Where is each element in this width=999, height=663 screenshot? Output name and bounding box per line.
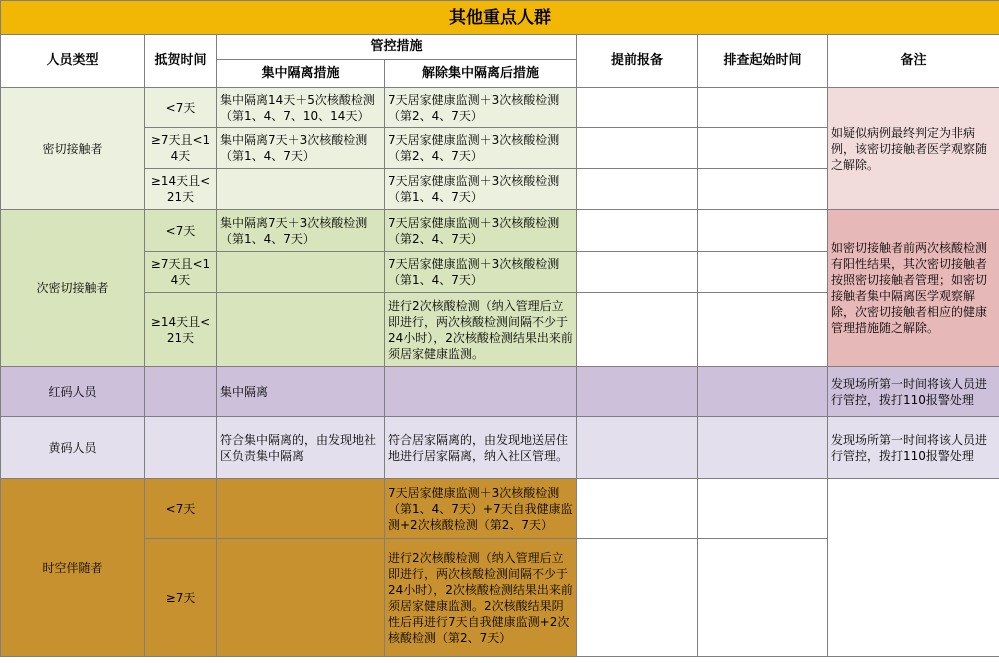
secondary-contact-central-3 xyxy=(217,293,385,367)
close-contact-check-2 xyxy=(698,128,828,169)
yellow-code-check xyxy=(698,417,828,479)
header-arrival-time: 抵贺时间 xyxy=(145,35,217,88)
secondary-contact-report-3 xyxy=(577,293,698,367)
header-after-isolation: 解除集中隔离后措施 xyxy=(385,60,577,88)
header-note: 备注 xyxy=(828,35,999,88)
spatiotemporal-note xyxy=(828,479,999,657)
yellow-code-after: 符合居家隔离的，由发现地送居住地进行居家隔离，纳入社区管理。 xyxy=(385,417,577,479)
close-contact-time-2: ≥7天且<14天 xyxy=(145,128,217,169)
close-contact-central-3 xyxy=(217,169,385,210)
spatiotemporal-central-1 xyxy=(217,479,385,539)
secondary-contact-after-3: 进行2次核酸检测（纳入管理后立即进行，两次核酸检测间隔不少于24小时），2次核酸检测结果出来前须居家健康监测。 xyxy=(385,293,577,367)
spatiotemporal-report-1 xyxy=(577,479,698,539)
close-contact-after-3: 7天居家健康监测＋3次核酸检测（第1、4、7天） xyxy=(385,169,577,210)
close-contact-report-3 xyxy=(577,169,698,210)
spatiotemporal-report-2 xyxy=(577,539,698,657)
secondary-contact-after-1: 7天居家健康监测＋3次核酸检测（第2、4、7天） xyxy=(385,210,577,252)
spatiotemporal-after-2: 进行2次核酸检测（纳入管理后立即进行，两次核酸检测间隔不少于24小时），2次核酸检测结果出来前须居家健康监测。2次核酸结果阴性后再进行7天自我健康监测+2次核酸检测（第2、7天） xyxy=(385,539,577,657)
close-contact-report-2 xyxy=(577,128,698,169)
secondary-contact-central-1: 集中隔离7天＋3次核酸检测（第1、4、7天） xyxy=(217,210,385,252)
secondary-contact-time-2: ≥7天且<14天 xyxy=(145,252,217,293)
close-contact-after-2: 7天居家健康监测＋3次核酸检测（第2、4、7天） xyxy=(385,128,577,169)
secondary-contact-check-1 xyxy=(698,210,828,252)
close-contact-report-1 xyxy=(577,88,698,128)
spatiotemporal-check-1 xyxy=(698,479,828,539)
header-check-start-time: 排查起始时间 xyxy=(698,35,828,88)
close-contact-time-3: ≥14天且<21天 xyxy=(145,169,217,210)
spatiotemporal-label: 时空伴随者 xyxy=(1,479,145,657)
header-person-type: 人员类型 xyxy=(1,35,145,88)
secondary-contact-check-3 xyxy=(698,293,828,367)
close-contact-label: 密切接触者 xyxy=(1,88,145,210)
header-advance-report: 提前报备 xyxy=(577,35,698,88)
red-code-report xyxy=(577,367,698,417)
secondary-contact-time-3: ≥14天且<21天 xyxy=(145,293,217,367)
spatiotemporal-time-1: <7天 xyxy=(145,479,217,539)
red-code-after xyxy=(385,367,577,417)
yellow-code-note: 发现场所第一时间将该人员进行管控，拨打110报警处理 xyxy=(828,417,999,479)
secondary-contact-label: 次密切接触者 xyxy=(1,210,145,367)
close-contact-note: 如疑似病例最终判定为非病例，该密切接触者医学观察随之解除。 xyxy=(828,88,999,210)
spatiotemporal-after-1: 7天居家健康监测＋3次核酸检测（第1、4、7天）+7天自我健康监测+2次核酸检测（第2、7天） xyxy=(385,479,577,539)
secondary-contact-report-2 xyxy=(577,252,698,293)
spatiotemporal-central-2 xyxy=(217,539,385,657)
secondary-contact-note: 如密切接触者前两次核酸检测有阳性结果，其次密切接触者按照密切接触者管理；如密切接触者集中隔离医学观察解除，次密切接触者相应的健康管理措施随之解除。 xyxy=(828,210,999,367)
red-code-check xyxy=(698,367,828,417)
red-code-time xyxy=(145,367,217,417)
yellow-code-label: 黄码人员 xyxy=(1,417,145,479)
header-central-isolation: 集中隔离措施 xyxy=(217,60,385,88)
red-code-label: 红码人员 xyxy=(1,367,145,417)
secondary-contact-time-1: <7天 xyxy=(145,210,217,252)
yellow-code-report xyxy=(577,417,698,479)
close-contact-central-1: 集中隔离14天＋5次核酸检测（第1、4、7、10、14天） xyxy=(217,88,385,128)
header-control-measures: 管控措施 xyxy=(217,35,577,60)
secondary-contact-report-1 xyxy=(577,210,698,252)
yellow-code-central: 符合集中隔离的，由发现地社区负责集中隔离 xyxy=(217,417,385,479)
spatiotemporal-check-2 xyxy=(698,539,828,657)
red-code-note: 发现场所第一时间将该人员进行管控，拨打110报警处理 xyxy=(828,367,999,417)
secondary-contact-central-2 xyxy=(217,252,385,293)
close-contact-after-1: 7天居家健康监测＋3次核酸检测（第2、4、7天） xyxy=(385,88,577,128)
secondary-contact-after-2: 7天居家健康监测＋3次核酸检测（第1、4、7天） xyxy=(385,252,577,293)
spatiotemporal-time-2: ≥7天 xyxy=(145,539,217,657)
yellow-code-time xyxy=(145,417,217,479)
secondary-contact-check-2 xyxy=(698,252,828,293)
close-contact-check-1 xyxy=(698,88,828,128)
red-code-central: 集中隔离 xyxy=(217,367,385,417)
close-contact-check-3 xyxy=(698,169,828,210)
close-contact-time-1: <7天 xyxy=(145,88,217,128)
close-contact-central-2: 集中隔离7天＋3次核酸检测（第1、4、7天） xyxy=(217,128,385,169)
table-title: 其他重点人群 xyxy=(1,1,999,35)
